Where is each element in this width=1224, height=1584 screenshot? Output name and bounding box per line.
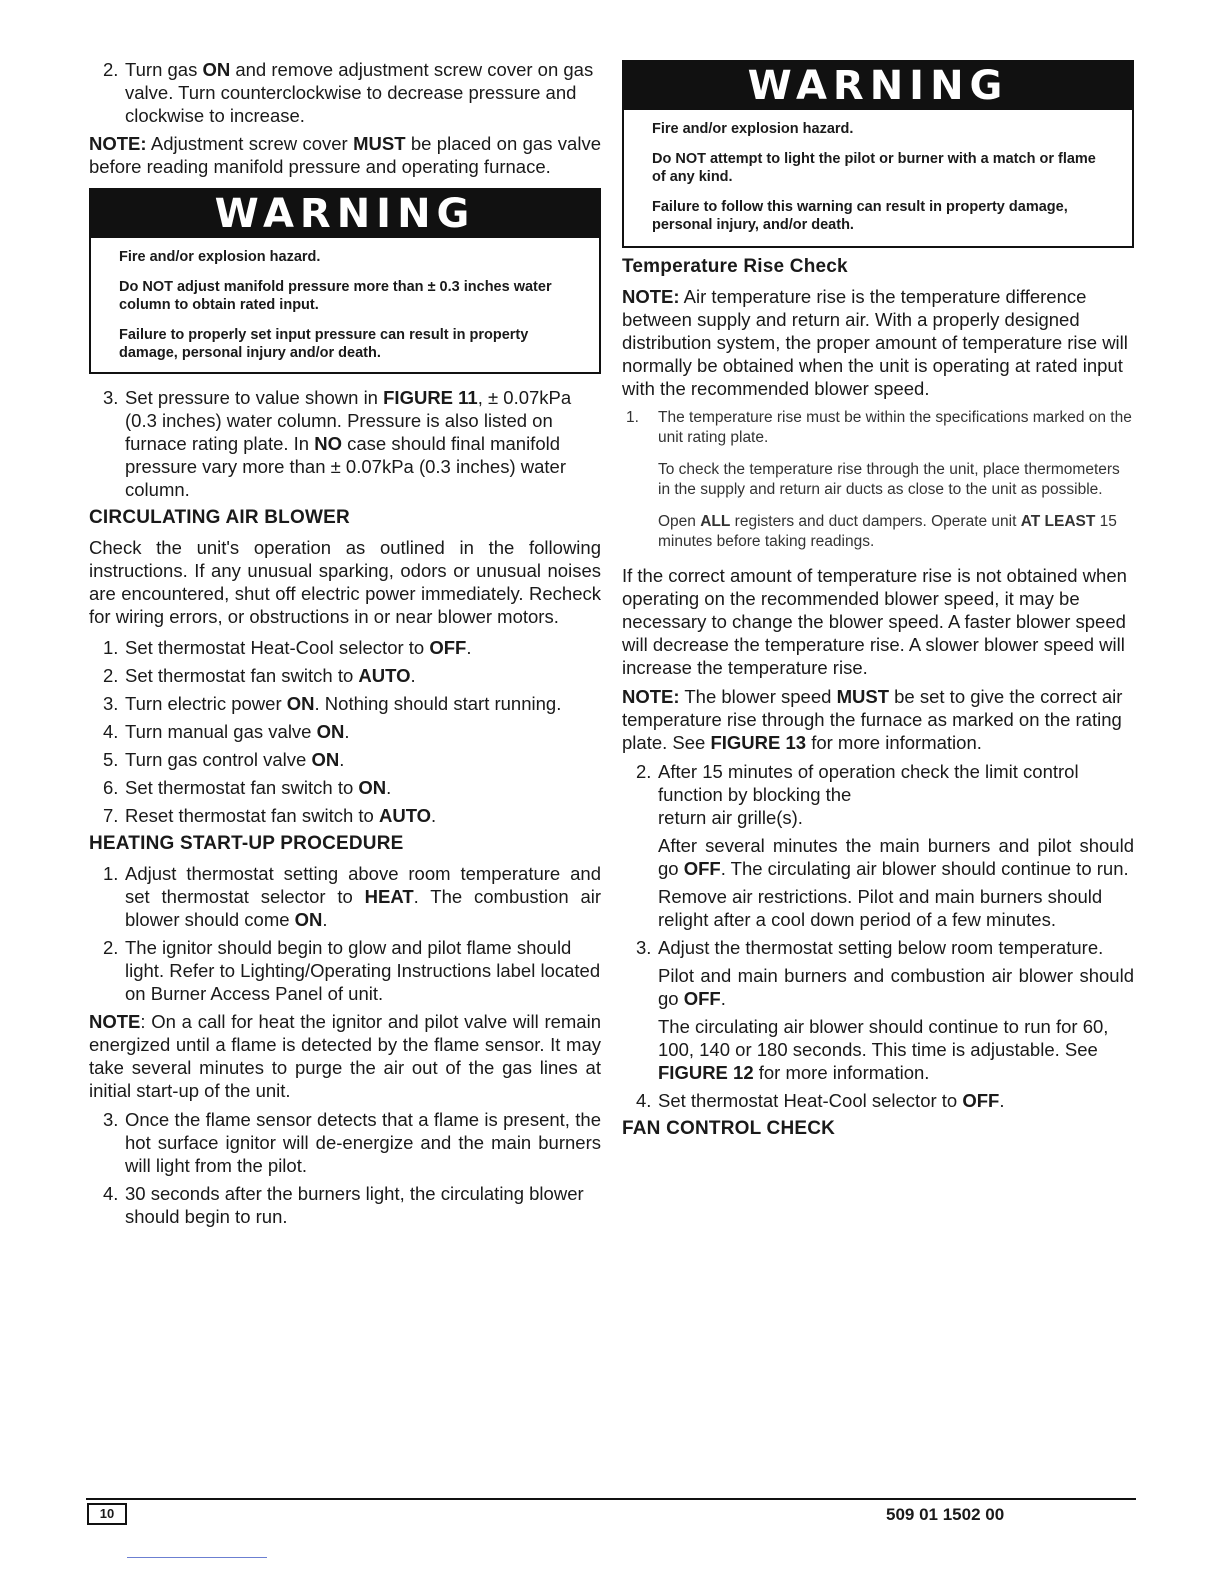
heating-step-2: 2. The ignitor should begin to glow and pilot flame should light. Refer to Lighting/Operating Instructions label located on Burner Access Panel of unit. [103, 937, 601, 1004]
warning-banner: WARNING [91, 190, 599, 238]
list-item: 3. Turn electric power ON. Nothing should start running. [103, 693, 562, 714]
section-heading-heating: HEATING START-UP PROCEDURE [89, 833, 404, 854]
warning-line: Failure to follow this warning can result in property damage, personal injury, and/or death. [652, 199, 1068, 233]
note-temperature-rise: NOTE: Air temperature rise is the temperature difference between supply and return air. With a properly designed distribution system, the proper amount of temperature rise will normally be obtained when the unit is operating at rated input with the recommended blower speed. [622, 286, 1128, 399]
list-subitem: Pilot and main burners and combustion air blower should go OFF. [658, 965, 1134, 1009]
check-step-2: 2. After 15 minutes of operation check the limit control function by blocking the return air grille(s). [636, 761, 1079, 828]
heating-step-1: 1. Adjust thermostat setting above room temperature and set thermostat selector to HEAT. The combustion air blower should come ON. [103, 863, 601, 930]
note-adjustment-cover: NOTE: Adjustment screw cover MUST be placed on gas valve before reading manifold pressure and operating furnace. [89, 133, 601, 177]
step-number: 2. [103, 59, 119, 80]
warning-box-manifold [89, 188, 601, 374]
temperature-steps [622, 408, 1134, 552]
list-item: 6. Set thermostat fan switch to ON. [103, 777, 392, 798]
footer-rule [86, 1498, 1136, 1500]
note-heat-call: NOTE: On a call for heat the ignitor and pilot valve will remain energized until a flame is detected by the flame sensor. It may take several minutes to purge the air out of the gas lines at initial start-up of the unit. [89, 1011, 601, 1101]
list-item: 5. Turn gas control valve ON. [103, 749, 345, 770]
list-subitem: To check the temperature rise through the unit, place thermometers in the supply and return air ducts as close to the unit as possible. [658, 461, 1120, 498]
warning-line: Fire and/or explosion hazard. [652, 121, 854, 137]
list-subitem: The circulating air blower should continue to run for 60, 100, 140 or 180 seconds. This time is adjustable. See FIGURE 12 for more information. [658, 1016, 1109, 1083]
warning-line: Do NOT adjust manifold pressure more than ± 0.3 inches water column to obtain rated input. [119, 279, 552, 313]
document-number: 509 01 1502 00 [886, 1505, 1005, 1524]
circulating-paragraph: Check the unit's operation as outlined in the following instructions. If any unusual sparking, odors or unusual noises are encountered, shut off electric power immediately. Recheck for wiring errors, or obstructions in or near blower motors. [89, 537, 601, 627]
page-number: 10 [87, 1503, 127, 1525]
warning-line: Failure to properly set input pressure can result in property damage, personal injury and/or death. [119, 327, 529, 361]
list-subitem: After several minutes the main burners and pilot should go OFF. The circulating air blower should continue to run. [658, 835, 1134, 879]
check-step-4: 4. Set thermostat Heat-Cool selector to OFF. [636, 1090, 1005, 1111]
left-column [89, 58, 601, 1233]
warning-line: Do NOT attempt to light the pilot or burner with a match or flame of any kind. [652, 151, 1096, 185]
list-item: 1. The temperature rise must be within the specifications marked on the unit rating plate. [626, 409, 1132, 446]
warning-banner: WARNING [624, 62, 1132, 110]
list-item: 1. Set thermostat Heat-Cool selector to OFF. [103, 637, 472, 658]
list-item: 4. Turn manual gas valve ON. [103, 721, 350, 742]
heating-step-3: 3. Once the flame sensor detects that a flame is present, the hot surface ignitor will de-energize and the main burners will light from the pilot. [103, 1109, 601, 1176]
link-underline [127, 1557, 267, 1558]
note-blower-speed: NOTE: The blower speed MUST be set to give the correct air temperature rise through the furnace as marked on the rating plate. See FIGURE 13 for more information. [622, 686, 1123, 753]
section-heading-circulating: CIRCULATING AIR BLOWER [89, 507, 350, 528]
gas-step-2: 2. Turn gas ON and remove adjustment screw cover on gas valve. Turn counterclockwise to decrease pressure and clockwise to increase. [103, 59, 594, 126]
list-item: 7. Reset thermostat fan switch to AUTO. [103, 805, 437, 826]
gas-step-3: 3. Set pressure to value shown in FIGURE 11, ± 0.07kPa (0.3 inches) water column. Pressure is also listed on furnace rating plate. In NO case should final manifold pressure vary more than ± 0.07kPa (0.3 inches) water column. [103, 387, 572, 500]
list-subitem: Remove air restrictions. Pilot and main burners should relight after a cool down period of a few minutes. [658, 886, 1103, 930]
heating-step-4: 4. 30 seconds after the burners light, the circulating blower should begin to run. [103, 1183, 584, 1227]
warning-box-ignition [622, 60, 1134, 248]
check-step-3: 3. Adjust the thermostat setting below room temperature. [636, 937, 1104, 958]
list-subitem: Open ALL registers and duct dampers. Operate unit AT LEAST 15 minutes before taking readings. [658, 513, 1117, 550]
section-heading-temperature: Temperature Rise Check [622, 256, 848, 277]
warning-line: Fire and/or explosion hazard. [119, 249, 321, 265]
blower-speed-paragraph: If the correct amount of temperature rise is not obtained when operating on the recommended blower speed, it may be necessary to change the blower speed. A faster blower speed will decrease the temperature rise. A slower blower speed will increase the temperature rise. [622, 565, 1127, 678]
list-item: 2. Set thermostat fan switch to AUTO. [103, 665, 416, 686]
section-heading-fan-control: FAN CONTROL CHECK [622, 1118, 836, 1139]
circulating-steps [89, 636, 601, 827]
right-column [622, 58, 1134, 1147]
